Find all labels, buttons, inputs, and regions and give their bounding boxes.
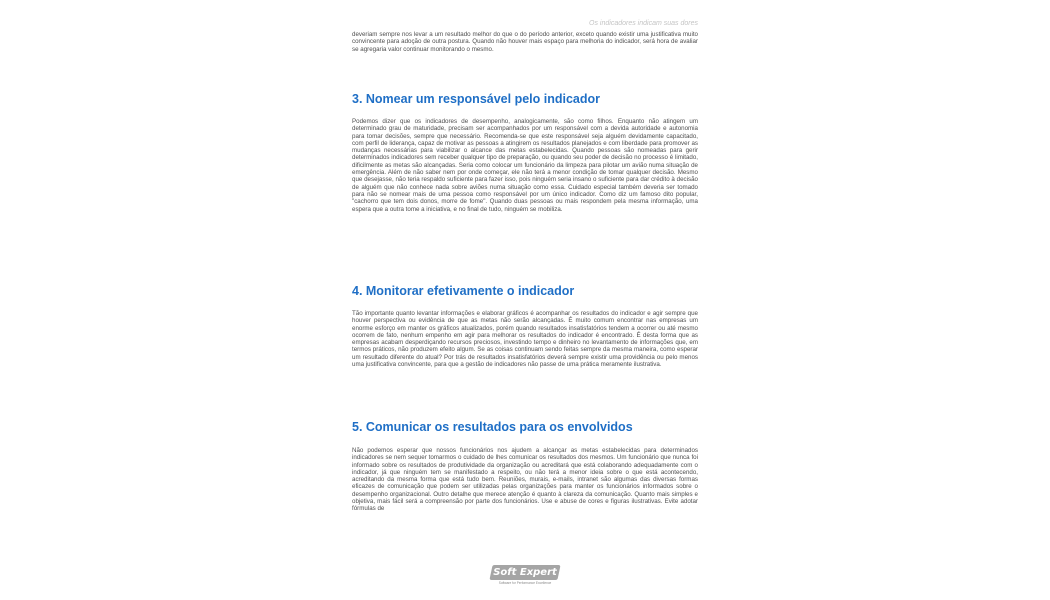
softexpert-logo: [491, 565, 559, 587]
logo-wordmark: Soft Expert: [493, 567, 557, 578]
intro-paragraph: deveriam sempre nos levar a um resultado melhor do que o do período anterior, exceto quando existir uma justificativa muito convincente para adoção de outra postura. Quando não houver mais espaço para melhoria do indicador, será hora de avaliar se agregaria valor continuar monitorando o mesmo.: [352, 31, 698, 53]
logo-tagline: Software for Performance Excellence: [498, 581, 552, 585]
section-4-heading: 4. Monitorar efetivamente o indicador: [352, 284, 575, 298]
section-4-body: Tão importante quanto levantar informações e elaborar gráficos é acompanhar os resultados do indicador e agir sempre que houver perspectiva ou evidência de que as metas não serão alcançadas. É muito comum encontrar nas empresas um enorme esforço em manter os gráficos atualizados, porém quando resultados insatisfatórios tendem a ocorrer ou até mesmo ocorrem de fato, nenhum empenho em agir para melhorar os resultados do indicador é encontrado. É desta forma que as empresas acabam desperdiçando recursos preciosos, investindo tempo e dinheiro no levantamento de informações que, em termos práticos, não produzem efeito algum. Se as coisas continuam sendo feitas sempre da mesma maneira, como esperar um resultado diferente do atual? Por trás de resultados insatisfatórios deverá sempre existir uma providência ou pelo menos uma justificativa convincente, para que a gestão de indicadores não passe de uma prática meramente ilustrativa.: [352, 310, 698, 369]
section-5-heading: 5. Comunicar os resultados para os envolvidos: [352, 420, 633, 434]
document-page: [352, 0, 698, 600]
section-3-body: Podemos dizer que os indicadores de desempenho, analogicamente, são como filhos. Enquanto não atingem um determinado grau de maturidade, precisam ser acompanhados por um responsável com a devida autoridade e autonomia para tomar decisões, sempre que necessário. Recomenda-se que este responsável seja alguém devidamente capacitado, com perfil de liderança, capaz de motivar as pessoas a atingirem os resultados planejados e com liberdade para promover as mudanças necessárias para viabilizar o alcance das metas estabelecidas. Quando pessoas são nomeadas para gerir determinados indicadores sem receber qualquer tipo de preparação, ou quando seu poder de decisão no processo é limitado, dificilmente as metas são alcançadas. Seria como colocar um funcionário da limpeza para pilotar um avião numa situação de emergência. Além de não saber nem por onde começar, ele não terá a menor condição de tomar qualquer decisão. Mesmo que desejasse, não teria respaldo suficiente para fazer isso, pois ninguém seria insano o suficiente para dar crédito à decisão de alguém que não conhece nada sobre aviões numa situação como essa. Cuidado especial também deveria ser tomado para não se nomear mais de uma pessoa como responsável por um único indicador. Como diz um famoso dito popular, "cachorro que tem dois donos, morre de fome". Quando duas pessoas ou mais respondem pela mesma informação, uma espera que a outra tome a iniciativa, e no final de tudo, ninguém se mobiliza.: [352, 118, 698, 213]
section-5-body: Não podemos esperar que nossos funcionários nos ajudem a alcançar as metas estabelecidas para determinados indicadores se nem sequer tomarmos o cuidado de lhes comunicar os resultados dos mesmos. Um funcionário que nunca foi informado sobre os resultados de produtividade da organização ou acreditará que está colaborando adequadamente com o indicador, já que ninguém tem se manifestado a respeito, ou não terá a menor ideia sobre o que está acontecendo, acreditando da mesma forma que está tudo bem. Reuniões, murais, e-mails, intranet são algumas das diversas formas eficazes de comunicação que podem ser utilizadas pelas organizações para manter os funcionários informados sobre o desempenho organizacional. Outro detalhe que merece atenção é quanto à clareza da comunicação. Quanto mais simples e objetiva, mais fácil será a compreensão por parte dos funcionários. Use e abuse de cores e figuras ilustrativas. Evite adotar fórmulas de: [352, 447, 698, 513]
section-3-heading: 3. Nomear um responsável pelo indicador: [352, 92, 600, 106]
running-header: Os indicadores indicam suas dores: [589, 20, 698, 27]
